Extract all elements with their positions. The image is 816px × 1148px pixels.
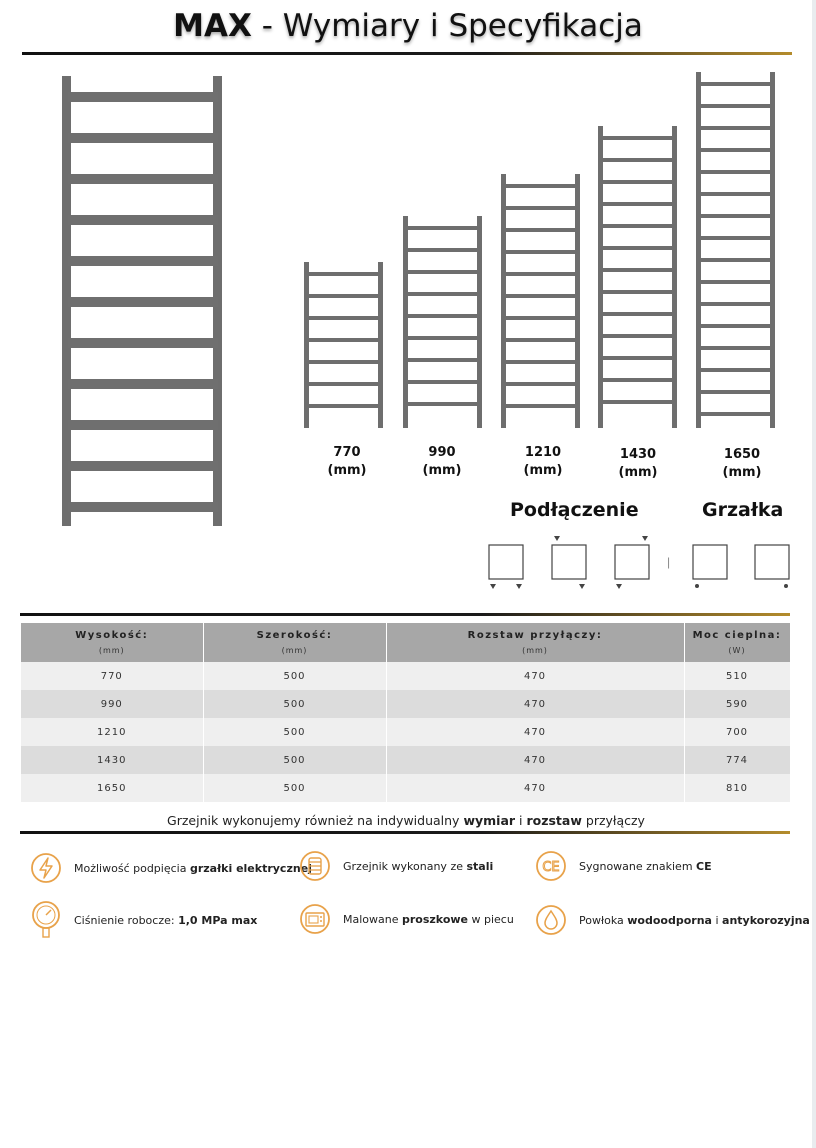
connection-bottom-bottom-diagram bbox=[486, 540, 528, 592]
radiator-rung bbox=[601, 158, 675, 162]
radiator-rung bbox=[68, 338, 218, 348]
cell-power: 774 bbox=[684, 746, 790, 774]
radiator-rung bbox=[406, 314, 480, 318]
cell-height: 1210 bbox=[21, 718, 203, 746]
radiator-rung bbox=[699, 104, 773, 108]
radiator-rung bbox=[601, 290, 675, 294]
feature-text: Malowane proszkowe w piecu bbox=[343, 912, 514, 926]
feature-text: Grzejnik wykonany ze stali bbox=[343, 859, 494, 873]
radiator-rung bbox=[406, 248, 480, 252]
radiator-rung bbox=[504, 404, 578, 408]
radiator-rung bbox=[601, 378, 675, 382]
radiator-rung bbox=[601, 400, 675, 404]
radiator-rung bbox=[68, 215, 218, 225]
radiator-rung bbox=[699, 258, 773, 262]
radiator-1210-image bbox=[500, 174, 582, 428]
radiator-rung bbox=[504, 228, 578, 232]
table-row bbox=[21, 690, 790, 718]
radiator-rung bbox=[68, 174, 218, 184]
ce-icon bbox=[535, 850, 567, 882]
cell-height: 770 bbox=[21, 662, 203, 690]
size-label-1650: 1650 (mm) bbox=[722, 447, 762, 480]
header-height: Wysokość: (mm) bbox=[21, 623, 203, 662]
feature-text: Powłoka wodoodporna i antykorozyjna bbox=[579, 913, 810, 927]
radiator-rung bbox=[699, 170, 773, 174]
radiator-rung bbox=[699, 82, 773, 86]
cell-power: 700 bbox=[684, 718, 790, 746]
radiator-rung bbox=[504, 338, 578, 342]
radiator-rung bbox=[307, 272, 381, 276]
radiator-rung bbox=[504, 250, 578, 254]
size-label-990: 990 (mm) bbox=[422, 445, 462, 478]
cell-power: 590 bbox=[684, 690, 790, 718]
radiator-rail bbox=[403, 216, 408, 428]
radiator-rung bbox=[68, 461, 218, 471]
cell-height: 990 bbox=[21, 690, 203, 718]
radiator-rung bbox=[68, 379, 218, 389]
radiator-rung bbox=[601, 312, 675, 316]
radiator-rung bbox=[504, 206, 578, 210]
size-label-1210: 1210 (mm) bbox=[523, 445, 563, 478]
radiator-rung bbox=[699, 324, 773, 328]
radiator-rung bbox=[601, 246, 675, 250]
connection-top-bottom-diagram bbox=[548, 534, 590, 592]
feature-electric-heater bbox=[30, 852, 312, 884]
radiator-rung bbox=[601, 224, 675, 228]
feature-steel bbox=[299, 850, 493, 882]
connection-bottom-top-diagram bbox=[612, 534, 654, 592]
heater-left-diagram bbox=[690, 540, 732, 592]
title-divider bbox=[22, 52, 792, 55]
radiator-rung bbox=[601, 202, 675, 206]
feature-text: Możliwość podpięcia grzałki elektrycznej bbox=[74, 861, 312, 875]
radiator-rung bbox=[504, 184, 578, 188]
svg-text:CE: CE bbox=[542, 860, 560, 875]
cell-width: 500 bbox=[203, 774, 386, 802]
radiator-rung bbox=[406, 292, 480, 296]
feature-powder-coating bbox=[299, 903, 514, 935]
cell-power: 510 bbox=[684, 662, 790, 690]
radiator-rung bbox=[601, 356, 675, 360]
table-row bbox=[21, 662, 790, 690]
radiator-rung bbox=[699, 368, 773, 372]
radiator-rung bbox=[601, 180, 675, 184]
radiator-rung bbox=[68, 256, 218, 266]
cell-spacing: 470 bbox=[386, 662, 684, 690]
radiator-rail bbox=[770, 72, 775, 428]
diagram-separator: | bbox=[667, 555, 671, 569]
cell-width: 500 bbox=[203, 690, 386, 718]
radiator-rung bbox=[504, 294, 578, 298]
table-divider-top bbox=[20, 613, 790, 616]
radiator-rung bbox=[601, 268, 675, 272]
radiator-rung bbox=[68, 133, 218, 143]
cell-height: 1650 bbox=[21, 774, 203, 802]
heater-heading: Grzałka bbox=[702, 499, 784, 521]
header-spacing: Rozstaw przyłączy: (mm) bbox=[386, 623, 684, 662]
cell-spacing: 470 bbox=[386, 690, 684, 718]
radiator-rail bbox=[696, 72, 701, 428]
table-row bbox=[21, 774, 790, 802]
radiator-rung bbox=[699, 346, 773, 350]
radiator-rail bbox=[598, 126, 603, 428]
radiator-rung bbox=[699, 236, 773, 240]
large-radiator-image bbox=[58, 76, 228, 528]
radiator-rung bbox=[504, 360, 578, 364]
radiator-rung bbox=[699, 280, 773, 284]
radiator-rung bbox=[699, 126, 773, 130]
feature-waterproof bbox=[535, 904, 810, 936]
radiator-rail bbox=[575, 174, 580, 428]
radiator-rung bbox=[307, 294, 381, 298]
radiator-rail bbox=[477, 216, 482, 428]
heater-right-diagram bbox=[752, 540, 794, 592]
table-header-row bbox=[21, 623, 790, 662]
radiator-rung bbox=[406, 402, 480, 406]
radiator-rung bbox=[307, 360, 381, 364]
radiator-rung bbox=[68, 92, 218, 102]
connection-heading: Podłączenie bbox=[510, 499, 639, 521]
radiator-rail bbox=[501, 174, 506, 428]
size-label-1430: 1430 (mm) bbox=[618, 447, 658, 480]
radiator-770-image bbox=[303, 262, 385, 428]
radiator-rung bbox=[406, 270, 480, 274]
feature-text: Sygnowane znakiem CE bbox=[579, 859, 712, 873]
radiator-rung bbox=[307, 382, 381, 386]
radiator-rung bbox=[699, 302, 773, 306]
feature-text: Ciśnienie robocze: 1,0 MPa max bbox=[74, 913, 258, 927]
radiator-rung bbox=[406, 226, 480, 230]
radiator-rung bbox=[68, 502, 218, 512]
radiator-rung bbox=[406, 380, 480, 384]
specification-table bbox=[21, 623, 791, 802]
page-title: MAX - Wymiary i Specyfikacja bbox=[173, 8, 643, 44]
radiator-1430-image bbox=[597, 126, 679, 428]
cell-width: 500 bbox=[203, 662, 386, 690]
radiator-rung bbox=[307, 404, 381, 408]
radiator-1650-image bbox=[695, 72, 777, 428]
radiator-icon bbox=[299, 850, 331, 882]
feature-pressure bbox=[30, 900, 257, 940]
radiator-rail bbox=[378, 262, 383, 428]
features-divider bbox=[20, 831, 790, 834]
radiator-rung bbox=[406, 336, 480, 340]
paint-oven-icon bbox=[299, 903, 331, 935]
radiator-rung bbox=[699, 148, 773, 152]
radiator-rail bbox=[304, 262, 309, 428]
radiator-rung bbox=[699, 412, 773, 416]
size-label-770: 770 (mm) bbox=[327, 445, 367, 478]
radiator-rung bbox=[307, 338, 381, 342]
page-edge bbox=[812, 0, 816, 1148]
header-power: Moc cieplna: (W) bbox=[684, 623, 790, 662]
radiator-rail bbox=[672, 126, 677, 428]
feature-ce bbox=[535, 850, 712, 882]
lightning-icon bbox=[30, 852, 62, 884]
radiator-rung bbox=[307, 316, 381, 320]
radiator-rung bbox=[504, 382, 578, 386]
radiator-rung bbox=[601, 334, 675, 338]
radiator-rung bbox=[699, 214, 773, 218]
radiator-990-image bbox=[402, 216, 484, 428]
cell-spacing: 470 bbox=[386, 718, 684, 746]
header-width: Szerokość: (mm) bbox=[203, 623, 386, 662]
table-row bbox=[21, 746, 790, 774]
pressure-gauge-icon bbox=[30, 900, 62, 940]
cell-power: 810 bbox=[684, 774, 790, 802]
cell-spacing: 470 bbox=[386, 774, 684, 802]
radiator-rung bbox=[68, 420, 218, 430]
cell-height: 1430 bbox=[21, 746, 203, 774]
custom-order-note: Grzejnik wykonujemy również na indywidualny wymiar i rozstaw przyłączy bbox=[167, 813, 645, 828]
table-row bbox=[21, 718, 790, 746]
cell-width: 500 bbox=[203, 746, 386, 774]
radiator-rung bbox=[406, 358, 480, 362]
water-drop-icon bbox=[535, 904, 567, 936]
radiator-rung bbox=[504, 272, 578, 276]
radiator-rung bbox=[68, 297, 218, 307]
radiator-rung bbox=[504, 316, 578, 320]
radiator-rung bbox=[699, 192, 773, 196]
cell-width: 500 bbox=[203, 718, 386, 746]
radiator-rung bbox=[601, 136, 675, 140]
cell-spacing: 470 bbox=[386, 746, 684, 774]
radiator-rung bbox=[699, 390, 773, 394]
